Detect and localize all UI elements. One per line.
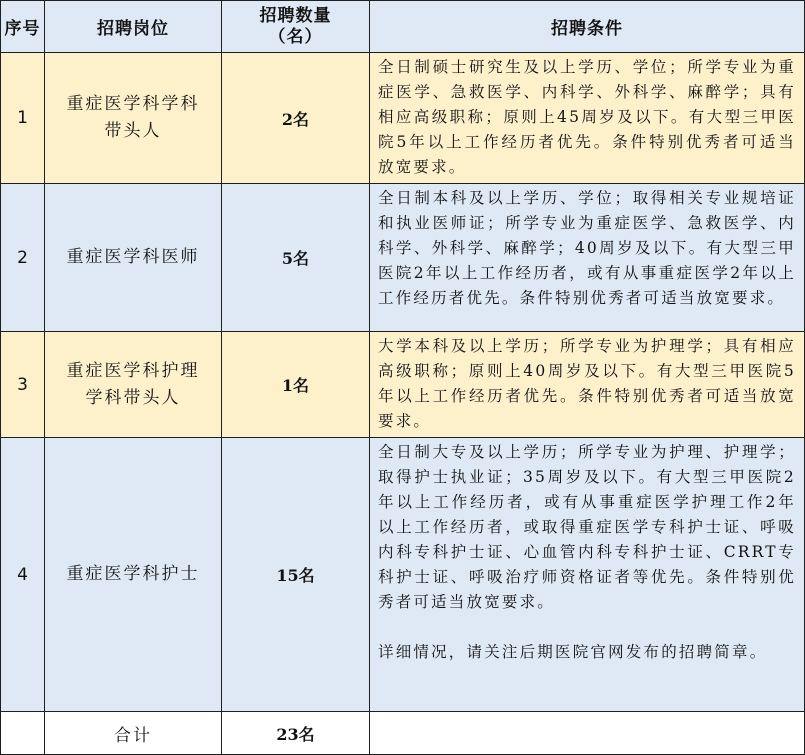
row-count: 15名 <box>222 438 370 712</box>
header-position: 招聘岗位 <box>45 1 222 53</box>
row-requirements <box>370 184 805 332</box>
total-row <box>1 712 805 755</box>
row-requirements <box>370 332 805 438</box>
row-count: 5名 <box>222 184 370 332</box>
requirements-text: 大学本科及以上学历；所学专业为护理学；具有相应高级职称；原则上40周岁及以下。有大型三甲医院5年以上工作经历者优先。条件特别优秀者可适当放宽要求。 <box>378 337 796 430</box>
table-header-row <box>1 1 805 53</box>
header-requirements: 招聘条件 <box>370 1 805 53</box>
row-count: 2名 <box>222 53 370 184</box>
total-requirements-cell <box>370 712 805 755</box>
header-index: 序号 <box>1 1 45 53</box>
paragraph-gap <box>378 615 796 640</box>
table-row <box>1 184 805 332</box>
row-count: 1名 <box>222 332 370 438</box>
row-index: 4 <box>1 438 45 712</box>
total-label: 合计 <box>45 712 222 755</box>
row-index: 3 <box>1 332 45 438</box>
requirements-text: 全日制硕士研究生及以上学历、学位；所学专业为重症医学、急救医学、内科学、外科学、麻醉学；具有相应高级职称；原则上45周岁及以下。有大型三甲医院5年以上工作经历者优先。条件特别优秀者可适当放宽要求。 <box>378 58 796 176</box>
table-row <box>1 53 805 184</box>
row-position: 重症医学科学科带头人 <box>45 53 222 184</box>
row-position: 重症医学科护理学科带头人 <box>45 332 222 438</box>
header-count-line1: 招聘数量 <box>259 5 332 26</box>
row-index: 2 <box>1 184 45 332</box>
row-requirements <box>370 53 805 184</box>
requirements-note: 详细情况，请关注后期医院官网发布的招聘简章。 <box>378 643 768 661</box>
table-row <box>1 438 805 712</box>
total-count: 23名 <box>222 712 370 755</box>
total-index-cell <box>1 712 45 755</box>
row-requirements <box>370 438 805 712</box>
header-count-line2: （名） <box>268 26 323 47</box>
requirements-text: 全日制大专及以上学历；所学专业为护理、护理学；取得护士执业证；35周岁及以下。有大型三甲医院2年以上工作经历者，或有从事重症医学护理工作2年以上工作经历者，或取得重症医学专科护士证、呼吸内科专科护士证、心血管内科专科护士证、CRRT专科护士证、呼吸治疗师资格证者等优先。条件特别优秀者可适当放宽要求。 <box>378 443 796 611</box>
row-position: 重症医学科护士 <box>45 438 222 712</box>
row-index: 1 <box>1 53 45 184</box>
row-position: 重症医学科医师 <box>45 184 222 332</box>
requirements-text: 全日制本科及以上学历、学位；取得相关专业规培证和执业医师证；所学专业为重症医学、急救医学、内科学、外科学、麻醉学；40周岁及以下。有大型三甲医院2年以上工作经历者，或有从事重症医学2年以上工作经历者优先。条件特别优秀者可适当放宽要求。 <box>378 189 796 307</box>
table-row <box>1 332 805 438</box>
header-count <box>222 1 370 53</box>
